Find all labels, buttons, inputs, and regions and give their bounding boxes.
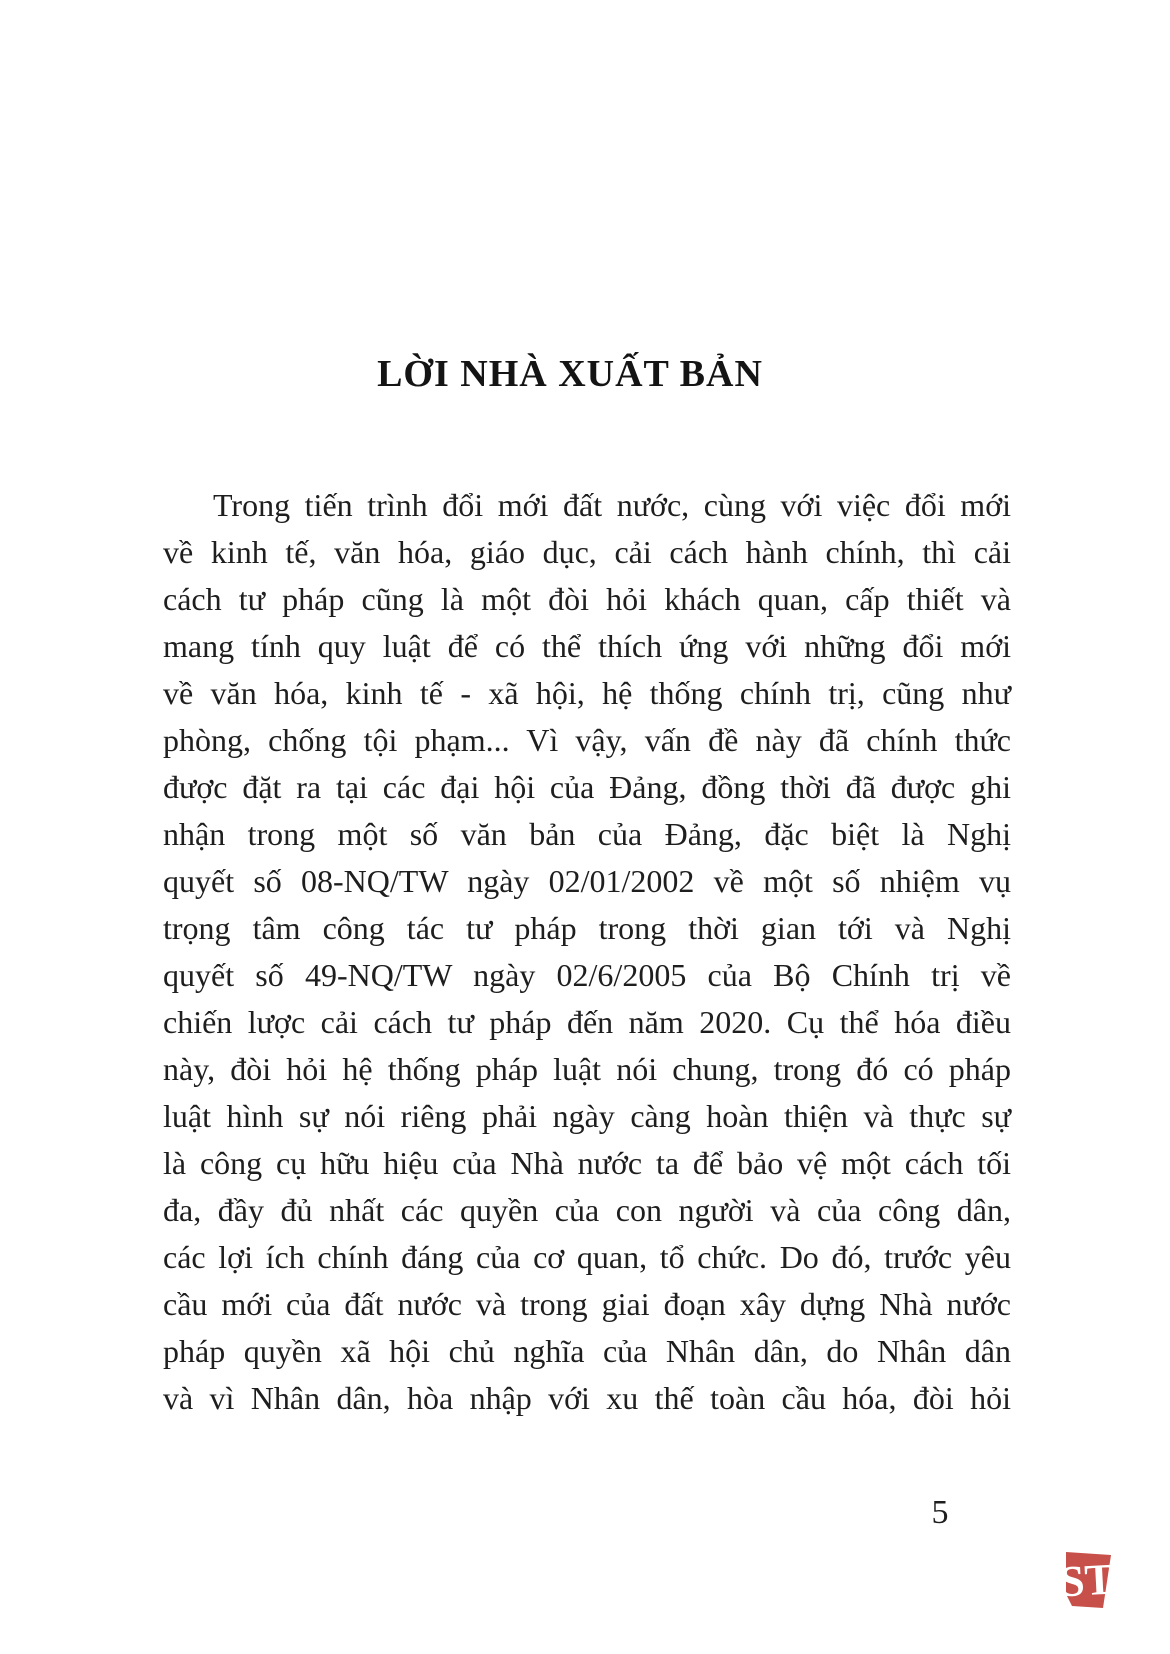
paragraph-line: pháp quyền xã hội chủ nghĩa của Nhân dân, do Nhân dân: [163, 1333, 1011, 1369]
paragraph-line: nhận trong một số văn bản của Đảng, đặc biệt là Nghị: [163, 816, 1011, 852]
paragraph-line: cách tư pháp cũng là một đòi hỏi khách quan, cấp thiết và: [163, 581, 1011, 617]
st-logo-text: ST: [1058, 1554, 1116, 1607]
paragraph-line: quyết số 08-NQ/TW ngày 02/01/2002 về một số nhiệm vụ: [163, 863, 1011, 899]
paragraph-line: Trong tiến trình đổi mới đất nước, cùng với việc đổi mới: [213, 487, 1011, 523]
paragraph-line: được đặt ra tại các đại hội của Đảng, đồng thời đã được ghi: [163, 769, 1011, 805]
paragraph-line: mang tính quy luật để có thể thích ứng với những đổi mới: [163, 628, 1011, 664]
page-number: 5: [931, 1494, 949, 1531]
paragraph-line: về văn hóa, kinh tế - xã hội, hệ thống chính trị, cũng như: [163, 675, 1011, 711]
paragraph-line: quyết số 49-NQ/TW ngày 02/6/2005 của Bộ Chính trị về: [163, 957, 1011, 993]
publisher-logo-st: [1056, 1549, 1116, 1611]
paragraph-line: là công cụ hữu hiệu của Nhà nước ta để bảo vệ một cách tối: [163, 1145, 1011, 1181]
paragraph-line: về kinh tế, văn hóa, giáo dục, cải cách hành chính, thì cải: [163, 534, 1011, 570]
paragraph-line: đa, đầy đủ nhất các quyền của con người và của công dân,: [163, 1192, 1011, 1228]
paragraph-line: các lợi ích chính đáng của cơ quan, tổ chức. Do đó, trước yêu: [163, 1239, 1011, 1275]
paragraph-line: phòng, chống tội phạm... Vì vậy, vấn đề này đã chính thức: [163, 722, 1011, 758]
st-logo-icon: [1056, 1549, 1116, 1611]
paragraph-line: cầu mới của đất nước và trong giai đoạn xây dựng Nhà nước: [163, 1286, 1011, 1322]
paragraph-line: này, đòi hỏi hệ thống pháp luật nói chung, trong đó có pháp: [163, 1051, 1011, 1087]
paragraph-line: trọng tâm công tác tư pháp trong thời gian tới và Nghị: [163, 910, 1011, 946]
page-title: LỜI NHÀ XUẤT BẢN: [377, 353, 763, 395]
paragraph-line: chiến lược cải cách tư pháp đến năm 2020. Cụ thể hóa điều: [163, 1004, 1011, 1040]
paragraph-line: và vì Nhân dân, hòa nhập với xu thế toàn cầu hóa, đòi hỏi: [163, 1380, 1011, 1416]
body-paragraph: [163, 482, 1011, 1422]
paragraph-line: luật hình sự nói riêng phải ngày càng hoàn thiện và thực sự: [163, 1098, 1011, 1134]
